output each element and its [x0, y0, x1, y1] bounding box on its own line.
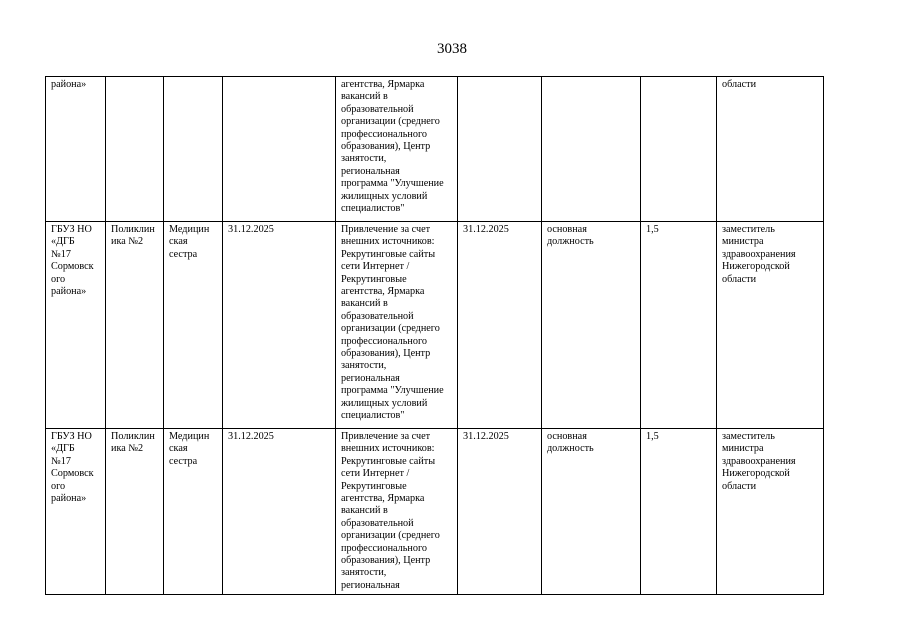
cell-employment-type: основная должность	[542, 222, 641, 429]
cell-responsible: заместитель министра здравоохранения Нижегородской области	[717, 222, 824, 429]
cell-employment-type: основная должность	[542, 429, 641, 595]
cell-employment-type	[542, 77, 641, 222]
cell-date	[223, 77, 336, 222]
cell-rate: 1,5	[641, 222, 717, 429]
cell-organization: ГБУЗ НО «ДГБ №17 Сормовск ого района»	[46, 222, 106, 429]
table-row	[46, 429, 824, 595]
cell-division: Поликлин ика №2	[106, 222, 164, 429]
page-number: 3038	[437, 41, 467, 57]
cell-recruitment-method: Привлечение за счет внешних источников: Рекрутинговые сайты сети Интернет / Рекрутинговые агентства, Ярмарка вакансий в образовательной организации (среднего профессионального образования), Центр занятости, региональная программа "Улучшение жилищных условий специалистов"	[336, 222, 458, 429]
cell-position: Медицин ская сестра	[164, 429, 223, 595]
cell-date: 31.12.2025	[223, 429, 336, 595]
cell-organization: ГБУЗ НО «ДГБ №17 Сормовск ого района»	[46, 429, 106, 595]
table-row	[46, 222, 824, 429]
cell-deadline: 31.12.2025	[458, 429, 542, 595]
cell-organization: района»	[46, 77, 106, 222]
cell-date: 31.12.2025	[223, 222, 336, 429]
cell-deadline: 31.12.2025	[458, 222, 542, 429]
cell-position: Медицин ская сестра	[164, 222, 223, 429]
cell-deadline	[458, 77, 542, 222]
cell-recruitment-method: Привлечение за счет внешних источников: Рекрутинговые сайты сети Интернет / Рекрутинговые агентства, Ярмарка вакансий в образовательной организации (среднего профессионального образования), Центр занятости, региональная	[336, 429, 458, 595]
cell-division: Поликлин ика №2	[106, 429, 164, 595]
staffing-table	[45, 76, 824, 595]
cell-responsible: заместитель министра здравоохранения Нижегородской области	[717, 429, 824, 595]
cell-rate	[641, 77, 717, 222]
cell-responsible: области	[717, 77, 824, 222]
cell-recruitment-method: агентства, Ярмарка вакансий в образовательной организации (среднего профессионального образования), Центр занятости, региональная программа "Улучшение жилищных условий специалистов"	[336, 77, 458, 222]
table-row	[46, 77, 824, 222]
cell-division	[106, 77, 164, 222]
cell-position	[164, 77, 223, 222]
cell-rate: 1,5	[641, 429, 717, 595]
